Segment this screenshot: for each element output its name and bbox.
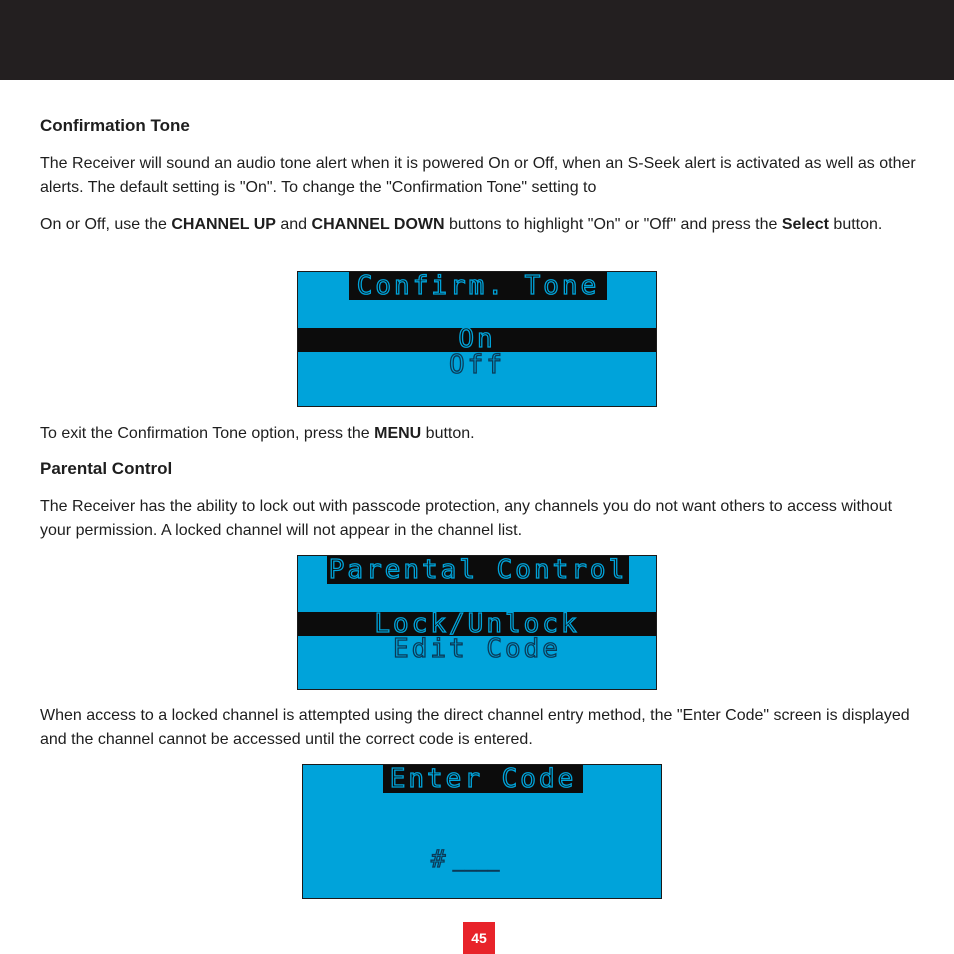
lcd-code-entry	[431, 845, 661, 873]
channel-down-label: CHANNEL DOWN	[311, 216, 445, 233]
channel-up-label: CHANNEL UP	[171, 216, 276, 233]
lcd-title-box	[349, 272, 607, 300]
parental-control-description: The Receiver has the ability to lock out with passcode protection, any channels you do not want others to access without your permission. A locked channel will not appear in the channel list.	[40, 498, 893, 539]
lcd-screen-enter-code	[302, 764, 662, 899]
header-bar	[0, 0, 954, 80]
instruction-text: To exit the Confirmation Tone option, press the	[40, 425, 375, 442]
lcd-screen-confirmation-tone	[297, 271, 657, 407]
enter-code-description: When access to a locked channel is attempted using the direct channel entry method, the "Enter Code" screen is displayed and the channel cannot be accessed until the correct code is entered.	[40, 707, 910, 748]
instruction-text: and	[275, 216, 312, 233]
lcd-option-on: On	[458, 324, 496, 354]
lcd-code-blanks: ____	[452, 851, 501, 872]
exit-instructions	[40, 422, 920, 446]
lcd-code-prompt: #	[431, 845, 449, 873]
lcd-title: Parental Control	[328, 555, 628, 585]
lcd-option-edit-code: Edit Code	[393, 634, 561, 664]
select-label: Select	[781, 216, 829, 233]
section-heading-confirmation-tone: Confirmation Tone	[40, 116, 190, 135]
instruction-text: button.	[828, 216, 883, 233]
section-heading-parental-control: Parental Control	[40, 459, 173, 478]
confirmation-tone-description: The Receiver will sound an audio tone alert when it is powered On or Off, when an S-Seek alert is activated as well as other alerts. The default setting is "On". To change the "Confirmation Tone" setting to	[40, 155, 916, 196]
lcd-screen-parental-control	[297, 555, 657, 690]
menu-label: MENU	[374, 425, 422, 442]
lcd-title-box	[327, 556, 629, 584]
lcd-option-off: Off	[449, 350, 505, 380]
lcd-title-box	[383, 765, 583, 793]
confirmation-tone-instructions	[40, 213, 920, 237]
lcd-option-lock-unlock: Lock/Unlock	[374, 609, 580, 639]
lcd-title: Confirm. Tone	[356, 271, 600, 301]
lcd-title: Enter Code	[389, 764, 577, 794]
instruction-text: On or Off, use the	[40, 216, 172, 233]
instruction-text: buttons to highlight "On" or "Off" and press the	[444, 216, 782, 233]
page-number-badge: 45	[463, 922, 495, 954]
instruction-text: button.	[421, 425, 475, 442]
